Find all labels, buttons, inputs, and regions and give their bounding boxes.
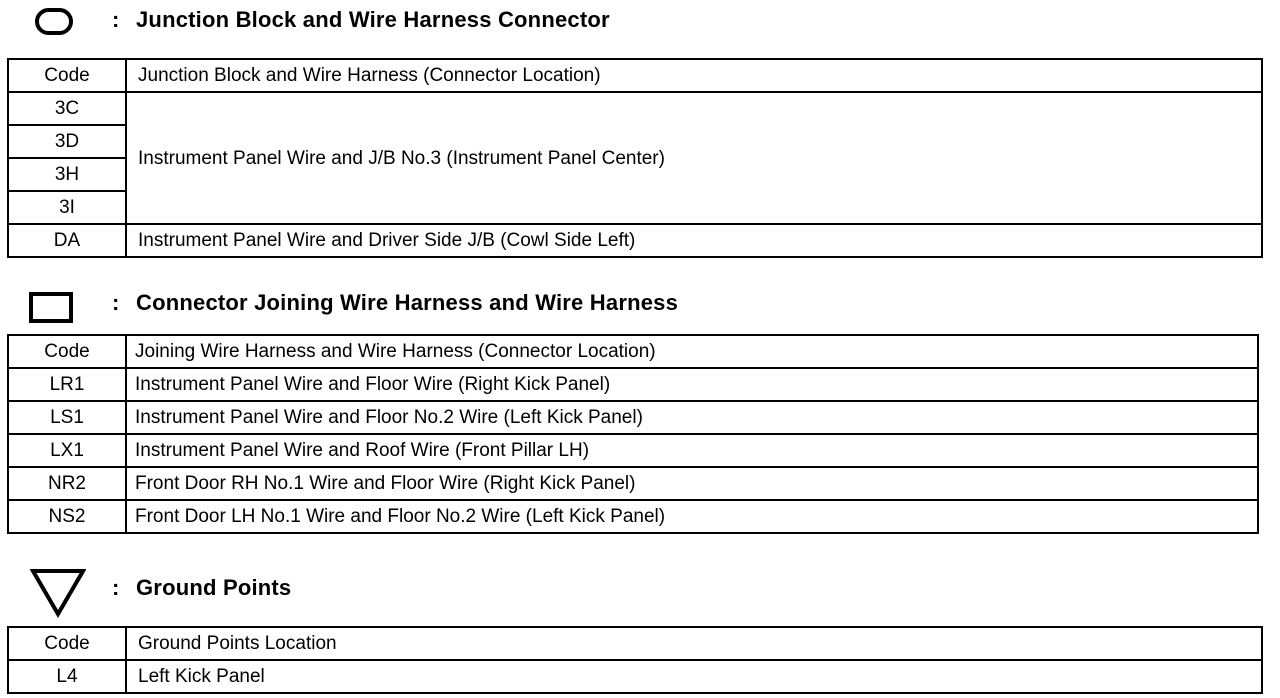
merged-desc-cell: Instrument Panel Wire and J/B No.3 (Instrument Panel Center)	[126, 92, 1262, 224]
desc-cell: Left Kick Panel	[126, 660, 1262, 693]
rectangle-symbol-icon	[29, 292, 73, 323]
table-header-row	[8, 627, 1262, 660]
section1-title: Junction Block and Wire Harness Connector	[136, 7, 610, 32]
code-cell: DA	[8, 224, 126, 257]
desc-cell: Instrument Panel Wire and Floor Wire (Right Kick Panel)	[126, 368, 1258, 401]
code-cell: LR1	[8, 368, 126, 401]
table-row	[8, 500, 1258, 533]
table-row	[8, 434, 1258, 467]
table-row	[8, 660, 1262, 693]
table-header-row	[8, 335, 1258, 368]
code-cell: NS2	[8, 500, 126, 533]
code-cell: 3H	[8, 158, 126, 191]
table-row	[8, 92, 1262, 125]
code-cell: NR2	[8, 467, 126, 500]
desc-cell: Instrument Panel Wire and Driver Side J/B (Cowl Side Left)	[126, 224, 1262, 257]
code-cell: L4	[8, 660, 126, 693]
table-header-row	[8, 59, 1262, 92]
table-row	[8, 467, 1258, 500]
desc-cell: Instrument Panel Wire and Roof Wire (Front Pillar LH)	[126, 434, 1258, 467]
oval-symbol-icon	[35, 8, 73, 35]
triangle-symbol-icon	[30, 568, 86, 618]
desc-cell: Front Door RH No.1 Wire and Floor Wire (Right Kick Panel)	[126, 467, 1258, 500]
code-cell: LX1	[8, 434, 126, 467]
section2-title: Connector Joining Wire Harness and Wire Harness	[136, 290, 679, 315]
section2-colon: :	[112, 290, 120, 315]
junction-block-table	[7, 58, 1263, 258]
header-desc: Joining Wire Harness and Wire Harness (Connector Location)	[126, 335, 1258, 368]
code-cell: 3C	[8, 92, 126, 125]
header-code: Code	[8, 335, 126, 368]
code-cell: 3I	[8, 191, 126, 224]
connector-joining-table	[7, 334, 1259, 534]
table-row	[8, 401, 1258, 434]
desc-cell: Instrument Panel Wire and Floor No.2 Wire (Left Kick Panel)	[126, 401, 1258, 434]
desc-cell: Front Door LH No.1 Wire and Floor No.2 Wire (Left Kick Panel)	[126, 500, 1258, 533]
header-code: Code	[8, 627, 126, 660]
code-cell: 3D	[8, 125, 126, 158]
section3-colon: :	[112, 575, 120, 600]
table-row	[8, 368, 1258, 401]
header-desc: Ground Points Location	[126, 627, 1262, 660]
section1-colon: :	[112, 7, 120, 32]
ground-points-table	[7, 626, 1263, 694]
header-code: Code	[8, 59, 126, 92]
section3-title: Ground Points	[136, 575, 292, 600]
table-row	[8, 224, 1262, 257]
code-cell: LS1	[8, 401, 126, 434]
header-desc: Junction Block and Wire Harness (Connector Location)	[126, 59, 1262, 92]
